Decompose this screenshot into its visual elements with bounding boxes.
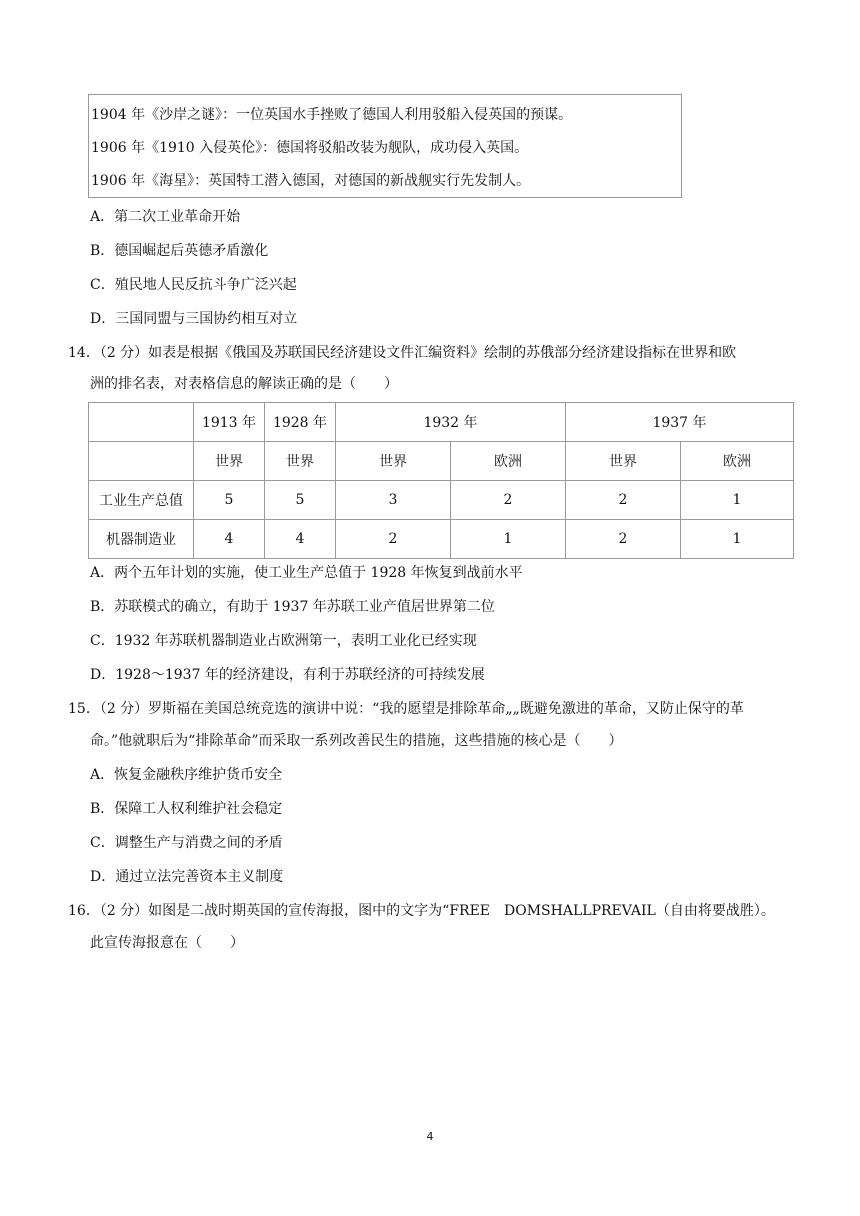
scope-header: 欧洲 <box>681 442 794 481</box>
rank-cell: 3 <box>336 481 451 520</box>
table-row <box>89 520 794 559</box>
q13-material-line: 1906 年《海星》：英国特工潜入德国，对德国的新战舰实行先发制人。 <box>91 173 531 189</box>
rank-cell: 4 <box>194 520 265 559</box>
scope-header: 世界 <box>336 442 451 481</box>
scope-header: 世界 <box>194 442 265 481</box>
year-header: 1932 年 <box>336 403 566 442</box>
page-number: 4 <box>426 1130 434 1143</box>
rank-cell: 2 <box>336 520 451 559</box>
q15-option-a[interactable]: A．恢复金融秩序维护货币安全 <box>90 767 283 783</box>
rank-cell: 5 <box>265 481 336 520</box>
table-corner-cell <box>89 403 194 442</box>
q15-stem: 15．（2 分）罗斯福在美国总统竞选的演讲中说：“我的愿望是排除革命„„既避免激进的革命，又防止保守的革 <box>68 701 744 717</box>
scope-header: 欧洲 <box>451 442 566 481</box>
q13-option-d[interactable]: D．三国同盟与三国协约相互对立 <box>90 311 298 327</box>
q14-option-c[interactable]: C．1932 年苏联机器制造业占欧洲第一，表明工业化已经实现 <box>90 633 477 649</box>
q15-option-d[interactable]: D．通过立法完善资本主义制度 <box>90 869 284 885</box>
rank-cell: 1 <box>681 520 794 559</box>
rank-cell: 2 <box>451 481 566 520</box>
q15-stem-cont: 命。”他就职后为“排除革命”而采取一系列改善民生的措施，这些措施的核心是（ ） <box>90 733 623 749</box>
q16-stem: 16．（2 分）如图是二战时期英国的宣传海报，图中的文字为“FREE DOMSHALLPREVAIL（自由将要战胜）。 <box>68 903 775 919</box>
year-header: 1937 年 <box>566 403 794 442</box>
q13-option-c[interactable]: C．殖民地人民反抗斗争广泛兴起 <box>90 277 297 293</box>
q13-option-b[interactable]: B．德国崛起后英德矛盾激化 <box>90 243 269 259</box>
rank-cell: 2 <box>566 520 681 559</box>
year-header: 1913 年 <box>194 403 265 442</box>
q13-material-line: 1904 年《沙岸之谜》：一位英国水手挫败了德国人利用驳船入侵英国的预谋。 <box>91 107 573 123</box>
q14-option-a[interactable]: A．两个五年计划的实施，使工业生产总值于 1928 年恢复到战前水平 <box>90 565 523 581</box>
row-label: 工业生产总值 <box>89 481 194 520</box>
table-row <box>89 442 794 481</box>
year-header: 1928 年 <box>265 403 336 442</box>
q16-stem-cont: 此宣传海报意在（ ） <box>90 935 244 951</box>
q13-material-box <box>88 94 682 198</box>
table-row <box>89 403 794 442</box>
q14-stem-cont: 洲的排名表，对表格信息的解读正确的是（ ） <box>90 376 398 392</box>
table-empty-cell <box>89 442 194 481</box>
q14-option-b[interactable]: B．苏联模式的确立，有助于 1937 年苏联工业产值居世界第二位 <box>90 599 495 615</box>
scope-header: 世界 <box>566 442 681 481</box>
q14-option-d[interactable]: D．1928～1937 年的经济建设，有利于苏联经济的可持续发展 <box>90 667 485 683</box>
rank-cell: 4 <box>265 520 336 559</box>
q15-option-b[interactable]: B．保障工人权利维护社会稳定 <box>90 801 283 817</box>
scope-header: 世界 <box>265 442 336 481</box>
rank-cell: 1 <box>681 481 794 520</box>
q13-material-line: 1906 年《1910 入侵英伦》：德国将驳船改装为舰队，成功侵入英国。 <box>91 140 529 156</box>
q14-stem: 14．（2 分）如表是根据《俄国及苏联国民经济建设文件汇编资料》绘制的苏俄部分经济建设指标在世界和欧 <box>68 345 737 361</box>
rank-cell: 1 <box>451 520 566 559</box>
table-row <box>89 481 794 520</box>
economy-rank-table <box>88 402 794 559</box>
row-label: 机器制造业 <box>89 520 194 559</box>
q13-option-a[interactable]: A．第二次工业革命开始 <box>90 209 241 225</box>
rank-cell: 2 <box>566 481 681 520</box>
rank-cell: 5 <box>194 481 265 520</box>
q15-option-c[interactable]: C．调整生产与消费之间的矛盾 <box>90 835 283 851</box>
